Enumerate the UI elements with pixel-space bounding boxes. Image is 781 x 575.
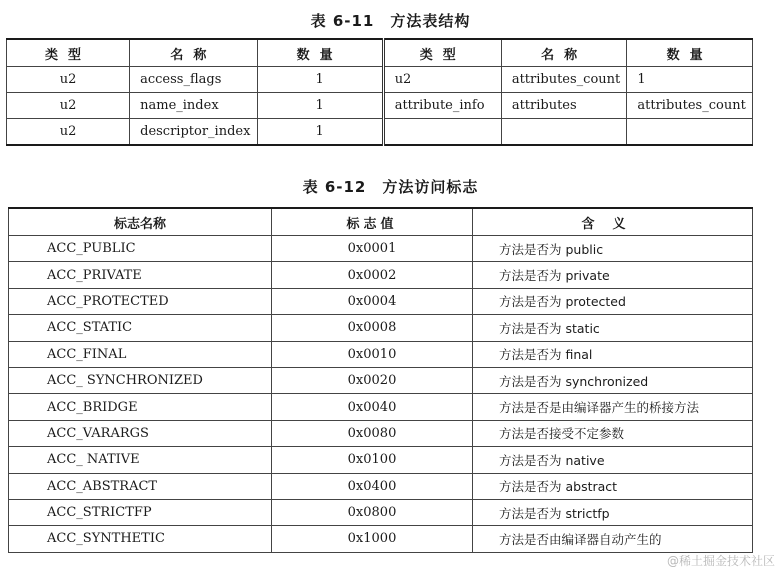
flag-meaning: 方法是否为 protected: [473, 288, 753, 314]
table-row: [7, 119, 753, 146]
flag-meaning: 方法是否为 strictfp: [473, 499, 753, 525]
flag-value: 0x0100: [272, 447, 473, 473]
flag-meaning: 方法是否为 abstract: [473, 473, 753, 499]
flag-name: ACC_ABSTRACT: [9, 473, 272, 499]
table-6-12-caption: 表 6-12 方法访问标志: [302, 178, 479, 196]
flag-value: 0x0080: [272, 420, 473, 446]
flag-value: 0x0001: [272, 236, 473, 262]
flag-value: 0x0004: [272, 288, 473, 314]
flag-value: 0x0008: [272, 315, 473, 341]
cell-count: 1: [257, 119, 383, 146]
flag-meaning: 方法是否为 native: [473, 447, 753, 473]
table-row: [9, 236, 753, 262]
table-row: [9, 315, 753, 341]
header-name: 名称: [501, 39, 627, 67]
cell-count: 1: [257, 67, 383, 93]
table-header-row: [9, 208, 753, 236]
flag-meaning: 方法是否是由编译器产生的桥接方法: [473, 394, 753, 420]
flag-name: ACC_PUBLIC: [9, 236, 272, 262]
flag-meaning: 方法是否为 synchronized: [473, 367, 753, 393]
header-flag-name: 标志名称: [9, 208, 272, 236]
flag-name: ACC_SYNTHETIC: [9, 526, 272, 552]
table-row: [9, 526, 753, 552]
flag-value: 0x1000: [272, 526, 473, 552]
cell-count: attributes_count: [627, 93, 753, 119]
flag-name: ACC_STATIC: [9, 315, 272, 341]
header-flag-value: 标志值: [272, 208, 473, 236]
method-table-structure: [6, 38, 753, 146]
table-row: [9, 473, 753, 499]
table-row: [9, 262, 753, 288]
flag-value: 0x0040: [272, 394, 473, 420]
cell-type: [383, 119, 501, 146]
flag-value: 0x0010: [272, 341, 473, 367]
cell-name: attributes: [501, 93, 627, 119]
flag-meaning: 方法是否为 final: [473, 341, 753, 367]
flag-name: ACC_ SYNCHRONIZED: [9, 367, 272, 393]
method-access-flags-table: [8, 207, 753, 553]
flag-meaning: 方法是否为 private: [473, 262, 753, 288]
cell-type: u2: [7, 67, 130, 93]
flag-name: ACC_FINAL: [9, 341, 272, 367]
table-row: [7, 67, 753, 93]
flag-name: ACC_BRIDGE: [9, 394, 272, 420]
flag-value: 0x0400: [272, 473, 473, 499]
header-count: 数量: [627, 39, 753, 67]
cell-name: attributes_count: [501, 67, 627, 93]
cell-count: 1: [627, 67, 753, 93]
flag-meaning: 方法是否为 public: [473, 236, 753, 262]
table-row: [9, 341, 753, 367]
table-6-11-caption: 表 6-11 方法表结构: [310, 12, 471, 30]
cell-name: name_index: [130, 93, 257, 119]
flag-name: ACC_STRICTFP: [9, 499, 272, 525]
flag-name: ACC_PRIVATE: [9, 262, 272, 288]
header-type: 类型: [383, 39, 501, 67]
flag-name: ACC_ NATIVE: [9, 447, 272, 473]
table-row: [9, 288, 753, 314]
table-row: [9, 367, 753, 393]
table-row: [9, 499, 753, 525]
flag-name: ACC_PROTECTED: [9, 288, 272, 314]
cell-type: u2: [7, 119, 130, 146]
flag-value: 0x0002: [272, 262, 473, 288]
flag-value: 0x0020: [272, 367, 473, 393]
flag-value: 0x0800: [272, 499, 473, 525]
table-row: [9, 394, 753, 420]
cell-count: 1: [257, 93, 383, 119]
flag-meaning: 方法是否由编译器自动产生的: [473, 526, 753, 552]
table-header-row: [7, 39, 753, 67]
cell-name: descriptor_index: [130, 119, 257, 146]
cell-name: access_flags: [130, 67, 257, 93]
cell-name: [501, 119, 627, 146]
header-meaning: 含义: [473, 208, 753, 236]
watermark: @稀土掘金技术社区: [666, 554, 775, 568]
cell-type: u2: [7, 93, 130, 119]
flag-meaning: 方法是否接受不定参数: [473, 420, 753, 446]
cell-type: u2: [383, 67, 501, 93]
cell-count: [627, 119, 753, 146]
header-count: 数量: [257, 39, 383, 67]
header-name: 名称: [130, 39, 257, 67]
table-row: [9, 420, 753, 446]
cell-type: attribute_info: [383, 93, 501, 119]
table-row: [7, 93, 753, 119]
flag-meaning: 方法是否为 static: [473, 315, 753, 341]
table-row: [9, 447, 753, 473]
header-type: 类型: [7, 39, 130, 67]
flag-name: ACC_VARARGS: [9, 420, 272, 446]
